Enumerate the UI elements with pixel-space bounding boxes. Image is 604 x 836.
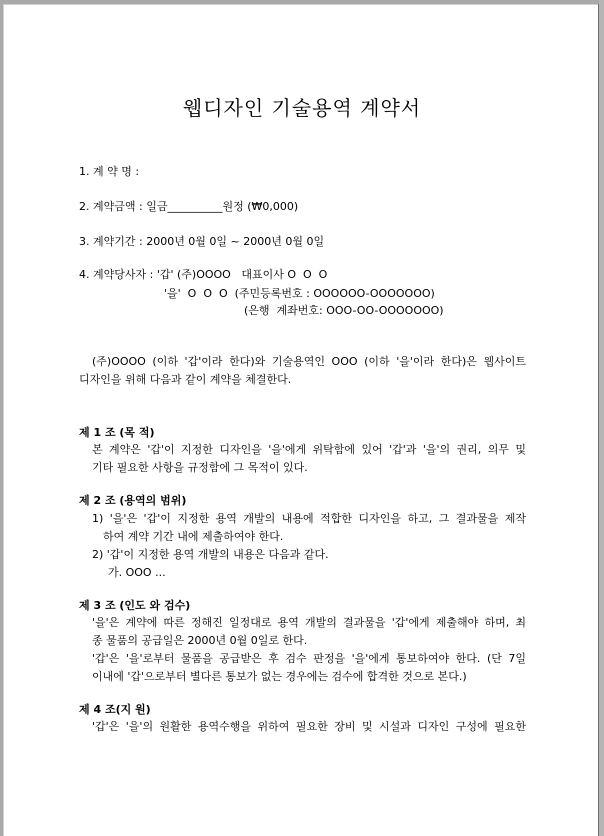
article-2-heading: 제 2 조 (용역의 범위) (79, 494, 187, 507)
window-right-edge (599, 0, 604, 836)
contract-parties-line: 4. 계약당사자 : '갑' (주)OOOO 대표이사 O O O (79, 268, 328, 281)
article-3-line-3: '갑'은 '을'로부터 물품을 공급받은 후 검수 판정을 '을'에게 통보하여야 한다. (단 7일 (92, 652, 526, 665)
article-1-line-1: 본 계약은 '갑'이 지정한 디자인을 '을'에게 위탁함에 있어 '갑'과 '을'의 권리, 의무 및 (92, 443, 526, 456)
article-1-heading: 제 1 조 (목 적) (79, 426, 155, 439)
article-2-item-1-line-2: 하여 계약 기간 내에 제출하여야 한다. (103, 530, 284, 543)
article-3-line-1: '을'은 계약에 따른 정해진 일정대로 용역 개발의 결과물을 '갑'에게 제출해야 하며, 최 (92, 616, 526, 629)
article-3-line-4: 이내에 '갑'으로부터 별다른 통보가 없는 경우에는 검수에 합격한 것으로 본다.) (92, 670, 467, 683)
contract-name-line: 1. 계 약 명 : (79, 165, 140, 178)
preamble-line-1: (주)OOOO (이하 '갑'이라 한다)와 기술용역인 OOO (이하 '을'이라 한다)은 웹사이트 (92, 355, 526, 368)
article-4-heading: 제 4 조(지 원) (79, 703, 151, 716)
contract-bank-account-line: (은행 계좌번호: OOO-OO-OOOOOOO) (244, 304, 444, 317)
contract-amount-line: 2. 계약금액 : 일금__________원정 (₩0,000) (79, 200, 299, 213)
article-2-item-1-line-1: 1) '을'은 '갑'이 지정한 용역 개발의 내용에 적합한 디자인을 하고, 그 결과물을 제작 (92, 512, 526, 525)
document-title: 웹디자인 기술용역 계약서 (182, 96, 422, 120)
article-4-line-1: '갑'은 '을'의 원활한 용역수행을 위하여 필요한 장비 및 시설과 디자인 구성에 필요한 (92, 720, 526, 733)
article-3-line-2: 종 물품의 공급일은 2000년 0월 0일로 한다. (92, 634, 308, 647)
article-1-line-2: 기타 필요한 사항을 규정함에 그 목적이 있다. (92, 461, 308, 474)
article-2-item-2: 2) '갑'이 지정한 용역 개발의 내용은 다음과 같다. (92, 548, 329, 561)
contract-party-b-line: '을' O O O (주민등록번호 : OOOOOO-OOOOOOO) (164, 287, 435, 300)
article-2-item-2-sub: 가. OOO ... (108, 566, 166, 579)
preamble-line-2: 디자인을 위해 다음과 같이 계약을 체결한다. (79, 373, 292, 386)
article-3-heading: 제 3 조 (인도 와 검수) (79, 599, 191, 612)
contract-period-line: 3. 계약기간 : 2000년 0월 0일 ~ 2000년 0월 0일 (79, 235, 325, 248)
